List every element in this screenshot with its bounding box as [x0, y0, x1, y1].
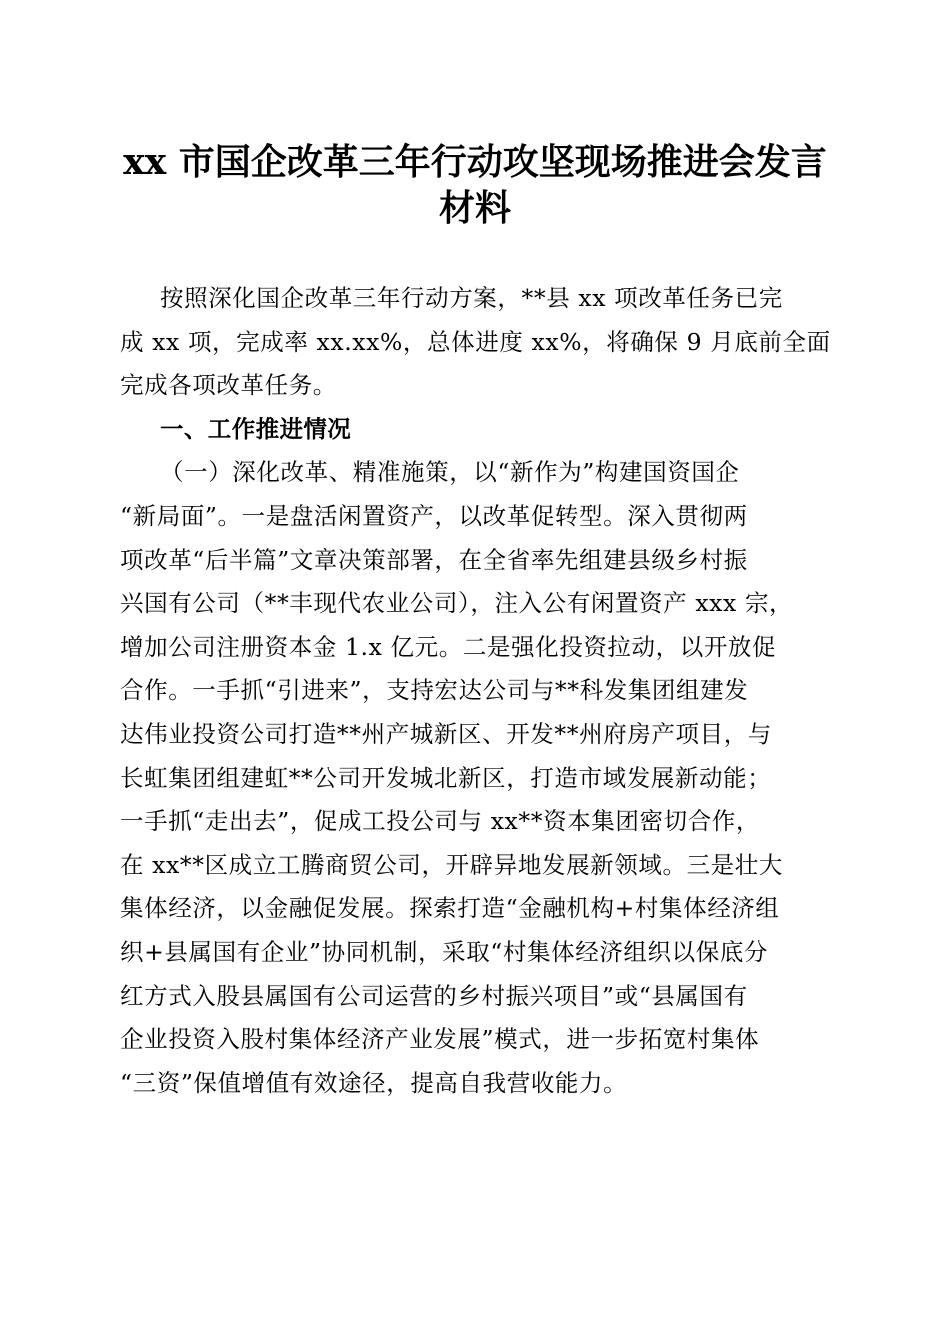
paragraph-2-line-5: 增加公司注册资本金 1.x 亿元。二是强化投资拉动，以开放促: [120, 632, 777, 661]
section-heading-1: 一、工作推进情况: [160, 414, 352, 443]
paragraph-2-line-13: 红方式入股县属国有公司运营的乡村振兴项目”或“县属国有: [120, 981, 748, 1010]
document-title-line-2: 材料: [438, 187, 511, 229]
document-title-line-1: xx 市国企改革三年行动攻坚现场推进会发言: [123, 141, 827, 183]
paragraph-2-line-8: 长虹集团组建虹**公司开发城北新区，打造市域发展新动能；: [120, 763, 772, 792]
paragraph-2-line-2: “新局面”。一是盘活闲置资产，以改革促转型。深入贯彻两: [120, 501, 748, 530]
paragraph-2-line-12: 织+县属国有企业”协同机制，采取“村集体经济组织以保底分: [120, 937, 769, 966]
paragraph-2-line-14: 企业投资入股村集体经济产业发展”模式，进一步拓宽村集体: [120, 1025, 760, 1054]
paragraph-2-line-4: 兴国有公司（**丰现代农业公司），注入公有闲置资产 xxx 宗，: [120, 589, 794, 618]
paragraph-2-line-15: “三资”保值增值有效途径，提高自我营收能力。: [120, 1068, 628, 1097]
paragraph-1-line-3: 完成各项改革任务。: [120, 371, 337, 400]
paragraph-2-line-6: 合作。一手抓“引进来”，支持宏达公司与**科发集团组建发: [120, 676, 749, 705]
paragraph-1-line-1: 按照深化国企改革三年行动方案，**县 xx 项改革任务已完: [160, 284, 783, 312]
paragraph-2-line-3: 项改革“后半篇”文章决策部署，在全省率先组建县级乡村振: [120, 545, 748, 574]
paragraph-2-line-9: 一手抓“走出去”，促成工投公司与 xx**资本集团密切合作，: [120, 807, 761, 836]
document-body: [120, 277, 832, 1105]
paragraph-2-line-1: （一）深化改革、精准施策，以“新作为”构建国资国企: [160, 458, 740, 487]
paragraph-1-line-2: 成 xx 项，完成率 xx.xx%，总体进度 xx%，将确保 9 月底前全面: [120, 327, 831, 356]
paragraph-2-line-11: 集体经济，以金融促发展。探索打造“金融机构+村集体经济组: [120, 894, 780, 923]
paragraph-2-line-7: 达伟业投资公司打造**州产城新区、开发**州府房产项目，与: [120, 719, 772, 748]
paragraph-2-line-10: 在 xx**区成立工腾商贸公司，开辟异地发展新领域。三是壮大: [120, 850, 783, 879]
